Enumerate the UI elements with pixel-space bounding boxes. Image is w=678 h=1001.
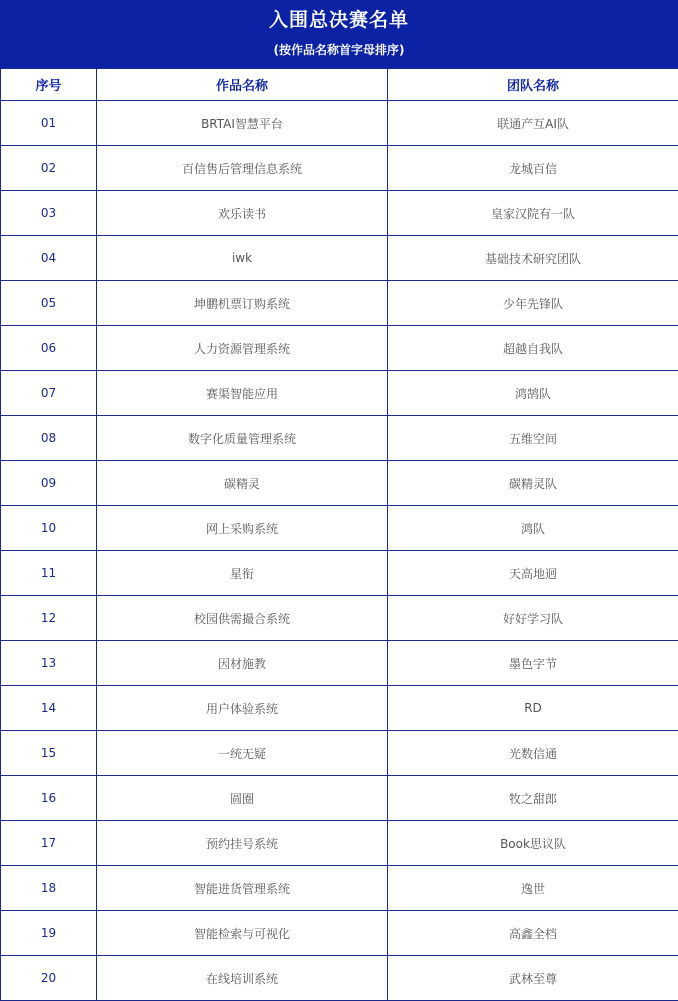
table-row xyxy=(1,686,678,731)
team-name: 碳精灵队 xyxy=(388,461,678,506)
project-name: 智能检索与可视化 xyxy=(97,911,388,956)
page-title: 入围总决赛名单 xyxy=(268,9,409,31)
project-name: 在线培训系统 xyxy=(97,956,388,1001)
table-row xyxy=(1,236,678,281)
row-index: 19 xyxy=(1,911,97,956)
table-row xyxy=(1,191,678,236)
table-row xyxy=(1,866,678,911)
row-index: 16 xyxy=(1,776,97,821)
team-name: 龙城百信 xyxy=(388,146,678,191)
row-index: 02 xyxy=(1,146,97,191)
team-name: RD xyxy=(388,686,678,731)
row-index: 01 xyxy=(1,101,97,146)
table-body xyxy=(1,101,678,1001)
column-header-project: 作品名称 xyxy=(97,69,388,101)
team-name: 光数信通 xyxy=(388,731,678,776)
team-name: 牧之甜郎 xyxy=(388,776,678,821)
table-row xyxy=(1,911,678,956)
row-index: 11 xyxy=(1,551,97,596)
row-index: 13 xyxy=(1,641,97,686)
team-name: 天高地迥 xyxy=(388,551,678,596)
project-name: 星衔 xyxy=(97,551,388,596)
project-name: 碳精灵 xyxy=(97,461,388,506)
project-name: 赛渠智能应用 xyxy=(97,371,388,416)
table-row xyxy=(1,326,678,371)
team-name: 鸿鹄队 xyxy=(388,371,678,416)
team-name: 武林至尊 xyxy=(388,956,678,1001)
table-row xyxy=(1,506,678,551)
row-index: 09 xyxy=(1,461,97,506)
project-name: iwk xyxy=(97,236,388,281)
row-index: 14 xyxy=(1,686,97,731)
finalist-table xyxy=(0,68,678,1001)
table-row xyxy=(1,641,678,686)
team-name: 高鑫全档 xyxy=(388,911,678,956)
project-name: 网上采购系统 xyxy=(97,506,388,551)
row-index: 06 xyxy=(1,326,97,371)
table-row xyxy=(1,101,678,146)
project-name: 一统无疑 xyxy=(97,731,388,776)
table-row xyxy=(1,146,678,191)
project-name: 人力资源管理系统 xyxy=(97,326,388,371)
team-name: 墨色字节 xyxy=(388,641,678,686)
project-name: 坤鹏机票订购系统 xyxy=(97,281,388,326)
project-name: 用户体验系统 xyxy=(97,686,388,731)
project-name: 欢乐读书 xyxy=(97,191,388,236)
table-row xyxy=(1,596,678,641)
table-row xyxy=(1,461,678,506)
row-index: 05 xyxy=(1,281,97,326)
team-name: 少年先锋队 xyxy=(388,281,678,326)
project-name: 预约挂号系统 xyxy=(97,821,388,866)
team-name: 五维空间 xyxy=(388,416,678,461)
project-name: BRTAI智慧平台 xyxy=(97,101,388,146)
column-header-team: 团队名称 xyxy=(388,69,678,101)
row-index: 10 xyxy=(1,506,97,551)
table-header-row xyxy=(1,69,678,101)
table-row xyxy=(1,416,678,461)
row-index: 08 xyxy=(1,416,97,461)
row-index: 07 xyxy=(1,371,97,416)
team-name: 超越自我队 xyxy=(388,326,678,371)
project-name: 因材施教 xyxy=(97,641,388,686)
table-row xyxy=(1,821,678,866)
project-name: 数字化质量管理系统 xyxy=(97,416,388,461)
table-row xyxy=(1,371,678,416)
table-row xyxy=(1,731,678,776)
project-name: 智能进货管理系统 xyxy=(97,866,388,911)
team-name: 基础技术研究团队 xyxy=(388,236,678,281)
team-name: Book思议队 xyxy=(388,821,678,866)
team-name: 联通产互AI队 xyxy=(388,101,678,146)
table-row xyxy=(1,551,678,596)
table-row xyxy=(1,281,678,326)
project-name: 圆圈 xyxy=(97,776,388,821)
table-row xyxy=(1,956,678,1001)
team-name: 皇家汉院有一队 xyxy=(388,191,678,236)
team-name: 好好学习队 xyxy=(388,596,678,641)
row-index: 15 xyxy=(1,731,97,776)
row-index: 17 xyxy=(1,821,97,866)
row-index: 03 xyxy=(1,191,97,236)
team-name: 鸿队 xyxy=(388,506,678,551)
title-banner xyxy=(0,0,678,68)
page-subtitle: (按作品名称首字母排序) xyxy=(273,43,405,57)
project-name: 校园供需撮合系统 xyxy=(97,596,388,641)
table-row xyxy=(1,776,678,821)
column-header-index: 序号 xyxy=(1,69,97,101)
team-name: 逸世 xyxy=(388,866,678,911)
project-name: 百信售后管理信息系统 xyxy=(97,146,388,191)
row-index: 20 xyxy=(1,956,97,1001)
row-index: 18 xyxy=(1,866,97,911)
row-index: 12 xyxy=(1,596,97,641)
row-index: 04 xyxy=(1,236,97,281)
